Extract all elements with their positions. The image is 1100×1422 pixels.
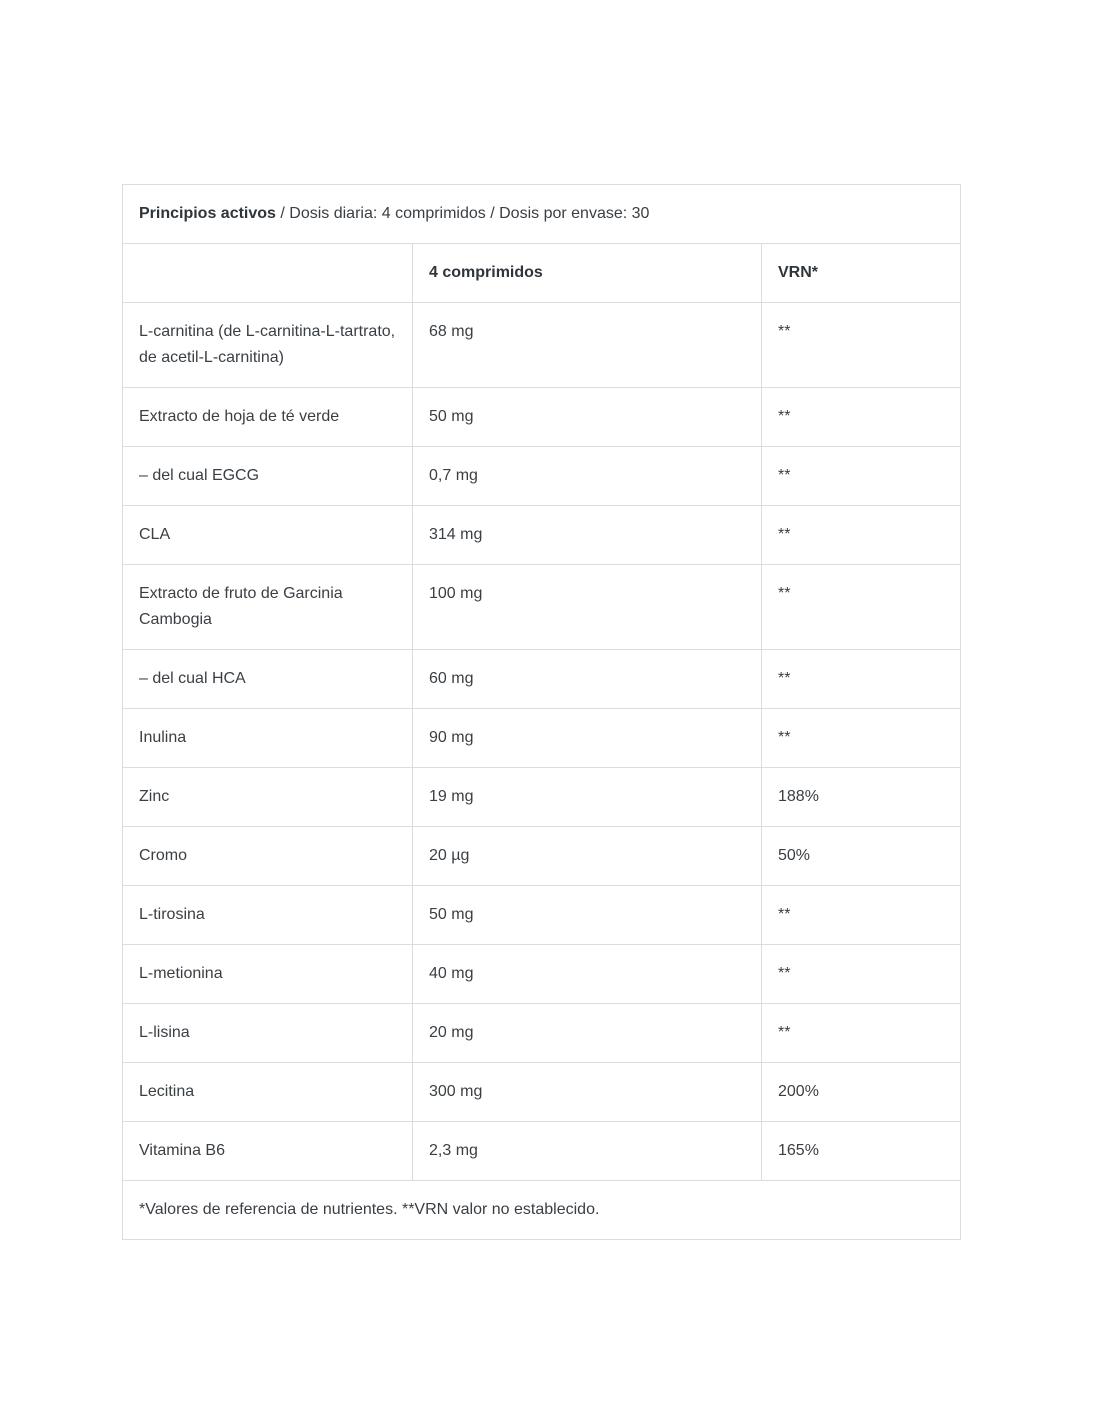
table-row [123,447,961,506]
row-name: Extracto de hoja de té verde [123,388,413,447]
row-vrn: ** [762,945,961,1004]
column-header-name [123,244,413,303]
table-title-bold: Principios activos [139,205,276,222]
row-name: Cromo [123,827,413,886]
row-name: L-carnitina (de L-carnitina-L-tartrato, de acetil-L-carnitina) [123,303,413,388]
row-amount: 40 mg [413,945,762,1004]
table-title-cell [123,185,961,244]
row-name: – del cual HCA [123,650,413,709]
row-name: Inulina [123,709,413,768]
table-header-row [123,185,961,244]
table-row [123,886,961,945]
row-vrn: 165% [762,1122,961,1181]
row-name: CLA [123,506,413,565]
table-footnote: *Valores de referencia de nutrientes. **VRN valor no establecido. [123,1181,961,1240]
row-vrn: ** [762,565,961,650]
column-header-amount: 4 comprimidos [413,244,762,303]
row-vrn: ** [762,709,961,768]
table-row [123,1063,961,1122]
table-row [123,1004,961,1063]
row-name: L-metionina [123,945,413,1004]
row-vrn: ** [762,447,961,506]
row-name: Zinc [123,768,413,827]
table-row [123,650,961,709]
row-name: Vitamina B6 [123,1122,413,1181]
row-amount: 0,7 mg [413,447,762,506]
row-amount: 50 mg [413,388,762,447]
table-row [123,506,961,565]
row-vrn: 188% [762,768,961,827]
row-amount: 20 mg [413,1004,762,1063]
row-vrn: ** [762,303,961,388]
row-amount: 68 mg [413,303,762,388]
row-amount: 300 mg [413,1063,762,1122]
row-amount: 314 mg [413,506,762,565]
row-amount: 90 mg [413,709,762,768]
row-amount: 100 mg [413,565,762,650]
table-row [123,768,961,827]
row-vrn: 200% [762,1063,961,1122]
row-amount: 60 mg [413,650,762,709]
row-amount: 19 mg [413,768,762,827]
row-vrn: ** [762,650,961,709]
row-vrn: 50% [762,827,961,886]
row-vrn: ** [762,886,961,945]
row-amount: 20 µg [413,827,762,886]
row-name: L-tirosina [123,886,413,945]
row-name: L-lisina [123,1004,413,1063]
row-name: Extracto de fruto de Garcinia Cambogia [123,565,413,650]
row-amount: 2,3 mg [413,1122,762,1181]
table-row [123,827,961,886]
row-vrn: ** [762,388,961,447]
row-vrn: ** [762,1004,961,1063]
nutrition-table [122,184,961,1240]
table-row [123,1122,961,1181]
table-footer-row [123,1181,961,1240]
table-row [123,388,961,447]
column-header-vrn: VRN* [762,244,961,303]
table-row [123,565,961,650]
table-title-rest: / Dosis diaria: 4 comprimidos / Dosis por envase: 30 [275,205,650,222]
row-name: Lecitina [123,1063,413,1122]
row-amount: 50 mg [413,886,762,945]
row-name: – del cual EGCG [123,447,413,506]
table-row [123,945,961,1004]
column-header-row [123,244,961,303]
table-row [123,709,961,768]
table-row [123,303,961,388]
row-vrn: ** [762,506,961,565]
